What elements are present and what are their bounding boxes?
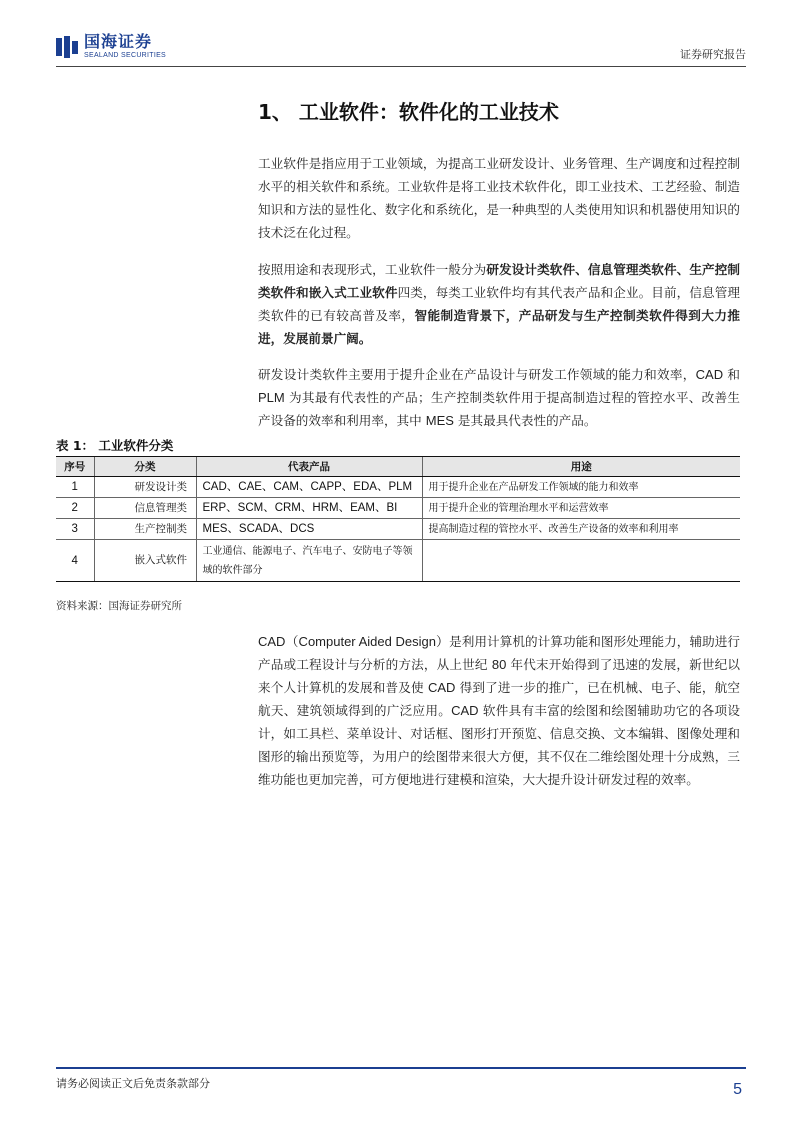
p2-bold-categories: 研发设计类软件、信息管理类软件、生产控制类软件和嵌入式工业软件: [258, 262, 741, 300]
p3-text-c: 和: [723, 367, 741, 382]
report-type-label: 证券研究报告: [680, 48, 746, 61]
table-row: [56, 519, 740, 540]
section-title: 1、 工业软件：软件化的工业技术: [258, 100, 559, 124]
software-classification-table: [56, 456, 740, 582]
table-row: [56, 477, 740, 498]
page-number: 5: [733, 1081, 742, 1098]
company-logo: [56, 34, 166, 59]
p3-text-a: 研发设计类软件主要用于提升企业在产品设计与研发工作领域的能力和效率，: [258, 367, 696, 382]
table-source-note: 资料来源：国海证券研究所: [56, 600, 182, 612]
p4-text-d: 年代末开始得到了迅速的发展，新世纪以来个人计算机的发展和普及使: [258, 657, 740, 695]
p3-text-g: 是其最具代表性的产品。: [453, 413, 597, 428]
row-index: 3: [56, 519, 94, 540]
table-header-row: [56, 457, 740, 477]
p2-bold-outlook: 智能制造背景下，产品研发与生产控制类软件得到大力推进，发展前景广阔。: [258, 308, 740, 346]
p3-mes: MES: [425, 413, 454, 428]
logo-english-name: SEALAND SECURITIES: [84, 52, 167, 59]
p4-cad-full-name: CAD（Computer Aided Design）: [258, 634, 450, 649]
header-divider: [56, 66, 746, 67]
row-category: 信息管理类: [94, 498, 196, 519]
p3-cad: CAD: [695, 367, 724, 382]
page-header: [56, 30, 746, 70]
table-caption: 表 1： 工业软件分类: [56, 438, 174, 453]
paragraph-definition: 工业软件是指应用于工业领域，为提高工业研发设计、业务管理、生产调度和过程控制水平的相关软件和系统。工业软件是将工业技术软件化，即工业技术、工艺经验、制造知识和方法的显性化、数字化和系统化，是一种典型的人类使用知识和机器使用知识的技术泛在化过程。: [258, 156, 740, 240]
p4-cad-3: CAD: [451, 703, 479, 718]
p4-text-h: 软件具有丰富的绘图和绘图辅助功它的各项设计，如工具栏、菜单设计、对话框、图形打开预览、信息交换、文本编辑、图像处理和图形的输出预览等，为用户的绘图带来很大方便，其不仅在二维绘图处理十分成熟，三维功能也更加完善，可方便地进行建模和渲染，大大提升设计研发过程的效率。: [258, 703, 740, 787]
row-index: 2: [56, 498, 94, 519]
p3-plm: PLM: [258, 390, 285, 405]
row-category: 生产控制类: [94, 519, 196, 540]
table-row: [56, 498, 740, 519]
row-products: CAD、CAE、CAM、CAPP、EDA、PLM: [196, 477, 422, 498]
paragraph-representative-products: [258, 363, 740, 432]
row-usage: 用于提升企业的管理治理水平和运营效率: [422, 498, 740, 519]
header-index: 序号: [56, 457, 94, 477]
paragraph-cad-description: [258, 630, 740, 791]
row-category: 研发设计类: [94, 477, 196, 498]
footer-divider: [56, 1067, 746, 1069]
header-products: 代表产品: [196, 457, 422, 477]
logo-chinese-name: 国海证券: [84, 32, 153, 51]
row-index: 1: [56, 477, 94, 498]
p4-cad-2: CAD: [427, 680, 456, 695]
p3-text-e: 为其最有代表性的产品；生产控制类软件用于提高制造过程的管控水平、改善生产设备的效率和利用率，其中: [258, 390, 740, 428]
header-usage: 用途: [422, 457, 740, 477]
row-products: 工业通信、能源电子、汽车电子、安防电子等领域的软件部分: [196, 540, 422, 582]
p2-text-c: 四类，每类工业软件均有其代表产品和企业。目前，信息管理类软件的已有较高普及率，: [258, 285, 741, 323]
logo-mark-icon: [56, 36, 78, 58]
table-row: [56, 540, 740, 582]
p4-decade: 80: [491, 657, 507, 672]
row-products: MES、SCADA、DCS: [196, 519, 422, 540]
header-category: 分类: [94, 457, 196, 477]
row-usage: [422, 540, 740, 582]
paragraph-classification: [258, 258, 740, 350]
row-category: 嵌入式软件: [94, 540, 196, 582]
p4-text-f: 得到了进一步的推广，已在机械、电子、能，航空航天、建筑领域得到的广泛应用。: [258, 680, 740, 718]
disclaimer-note: 请务必阅读正文后免责条款部分: [56, 1077, 210, 1090]
row-usage: 提高制造过程的管控水平、改善生产设备的效率和利用率: [422, 519, 740, 540]
p4-text-b: 是利用计算机的计算功能和图形处理能力，辅助进行产品或工程设计与分析的方法，从上世纪: [258, 634, 741, 672]
row-index: 4: [56, 540, 94, 582]
p2-text-a: 按照用途和表现形式，工业软件一般分为: [258, 262, 487, 277]
row-products: ERP、SCM、CRM、HRM、EAM、BI: [196, 498, 422, 519]
row-usage: 用于提升企业在产品研发工作领域的能力和效率: [422, 477, 740, 498]
